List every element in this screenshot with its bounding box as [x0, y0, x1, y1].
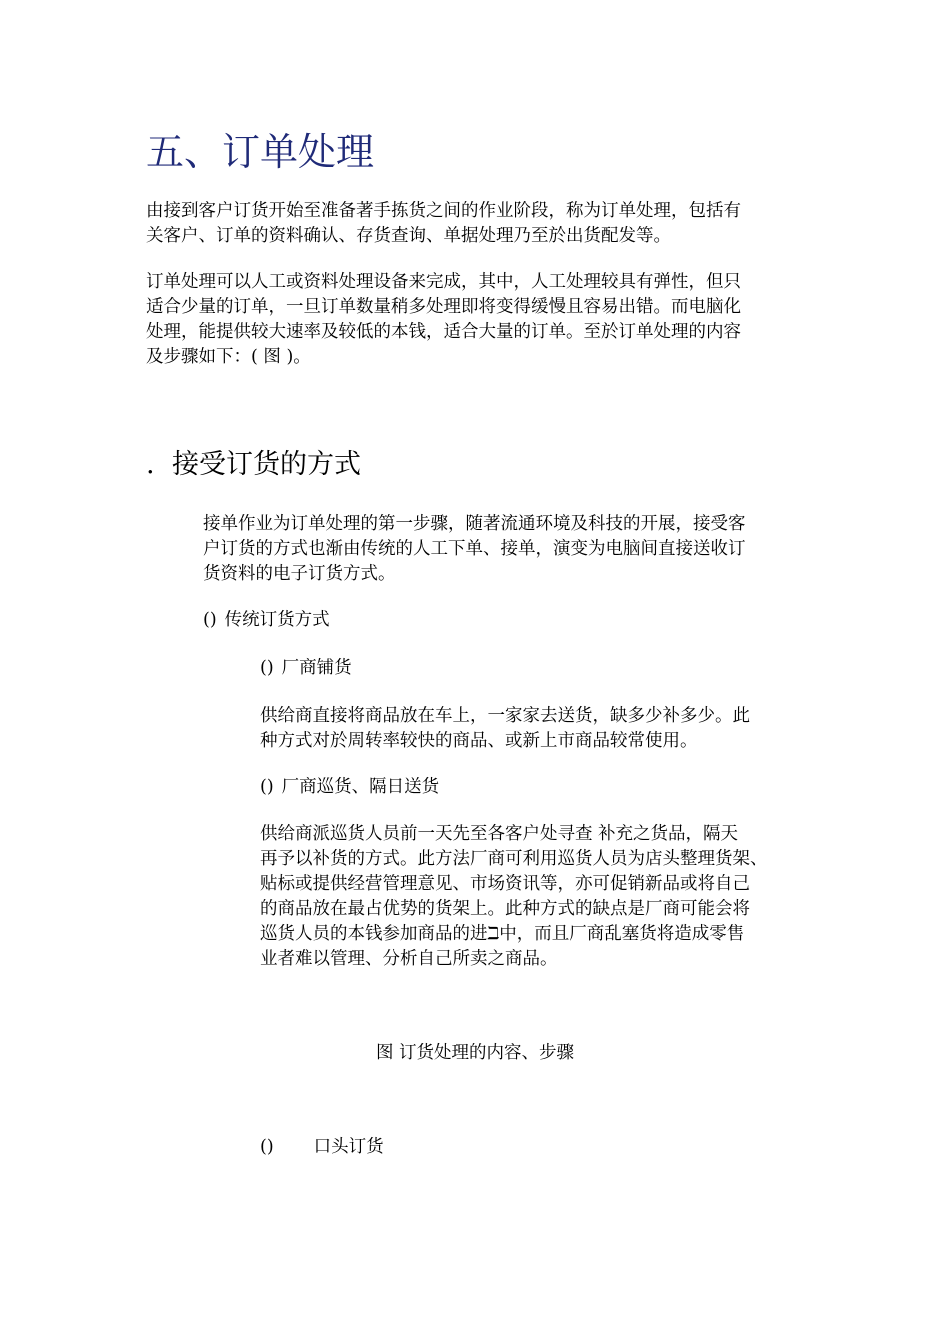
item-vendor-patrol: [260, 775, 439, 800]
item-label: 厂商铺货: [281, 658, 352, 678]
text-line: 业者难以管理、分析自己所卖之商品。: [260, 949, 558, 969]
text-line: 货资料的电子订货方式。: [203, 564, 396, 584]
item-verbal-order: [260, 1135, 384, 1160]
text-line: 贴标或提供经营管理意见、市场资讯等，亦可促销新品或将自己: [260, 874, 750, 894]
subsection-traditional: [203, 608, 330, 633]
text-line: 供给商派巡货人员前一天先至各客户处寻查 补充之货品，隔天: [260, 824, 739, 844]
item-vendor-stocking: [260, 656, 352, 681]
list-marker: (): [260, 1137, 274, 1157]
text-line: 适合少量的订单，一旦订单数量稍多处理即将变得缓慢且容易出错。而电脑化: [146, 297, 741, 317]
item-label: 厂商巡货、隔日送货: [281, 777, 440, 797]
text-line: 供给商直接将商品放在车上，一家家去送货，缺多少补多少。此: [260, 706, 750, 726]
figure-caption: 图 订货处理的内容、步骤: [375, 1043, 575, 1063]
subsection-label: 传统订货方式: [224, 610, 330, 630]
item-label: 口头订货: [313, 1137, 384, 1157]
text-line: 户订货的方式也渐由传统的人工下单、接单，演变为电脑间直接送收订: [203, 539, 746, 559]
text-line: 再予以补货的方式。此方法厂商可利用巡货人员为店头整理货架、: [260, 849, 768, 869]
list-marker: (): [260, 658, 274, 678]
text-line: 处理，能提供较大速率及较低的本钱，适合大量的订单。至於订单处理的内容: [146, 322, 741, 342]
vendor-patrol-paragraph: [260, 822, 768, 972]
text-line: 由接到客户订货开始至准备著手拣货之间的作业阶段，称为订单处理，包括有: [146, 201, 741, 221]
vendor-stocking-paragraph: [260, 704, 750, 754]
text-line: 的商品放在最占优势的货架上。此种方式的缺点是厂商可能会将: [260, 899, 750, 919]
section-number: .: [146, 449, 155, 480]
text-line: 接单作业为订单处理的第一步骤，随著流通环境及科技的开展，接受客: [203, 514, 746, 534]
section-intro-paragraph: [203, 512, 746, 587]
page-title: 五、订单处理: [146, 130, 375, 174]
section-heading-text: 接受订货的方式: [172, 449, 361, 480]
list-marker: (): [203, 610, 217, 630]
list-marker: (): [260, 777, 274, 797]
text-line: 及步骤如下：( 图 )。: [146, 347, 311, 367]
methods-paragraph: [146, 270, 741, 370]
text-line: 订单处理可以人工或资料处理设备来完成，其中，人工处理较具有弹性，但只: [146, 272, 741, 292]
intro-paragraph: [146, 199, 741, 249]
text-line: 种方式对於周转率较快的商品、或新上市商品较常使用。: [260, 731, 698, 751]
section-heading: [146, 446, 361, 484]
text-line: 巡货人员的本钱参加商品的进ℶ中，而且厂商乱塞货将造成零售: [260, 924, 745, 944]
text-line: 关客户、订单的资料确认、存货查询、单据处理乃至於出货配发等。: [146, 226, 671, 246]
